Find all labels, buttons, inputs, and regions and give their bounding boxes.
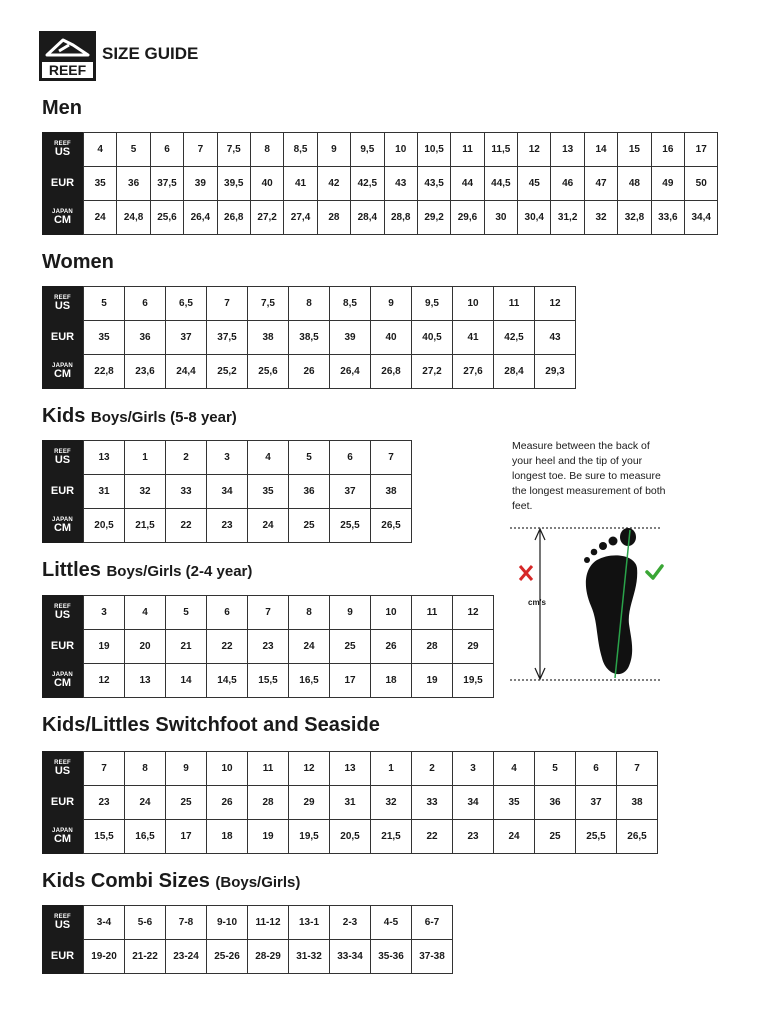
size-cell: 10	[207, 752, 248, 786]
size-cell: 39	[330, 321, 371, 355]
size-cell: 12	[84, 664, 125, 698]
size-cell: 25,5	[576, 820, 617, 854]
size-cell: 25,6	[248, 355, 289, 389]
size-cell: 17	[166, 820, 207, 854]
size-cell: 46	[551, 167, 584, 201]
size-cell: 1	[125, 441, 166, 475]
size-cell: 8,5	[284, 133, 317, 167]
size-cell: 34	[453, 786, 494, 820]
size-cell: 26,8	[218, 201, 251, 235]
size-grid	[83, 751, 658, 854]
size-cell: 19-20	[84, 940, 125, 974]
row-label	[42, 474, 83, 508]
size-cell: 33	[412, 786, 453, 820]
section-subtitle-combi: (Boys/Girls)	[215, 874, 301, 891]
size-cell: 42,5	[494, 321, 535, 355]
size-cell: 26	[371, 630, 412, 664]
size-cell: 34,4	[685, 201, 718, 235]
size-cell: 15	[618, 133, 651, 167]
footprint-icon	[584, 528, 637, 674]
size-cell: 7,5	[218, 133, 251, 167]
size-cell: 29,2	[418, 201, 451, 235]
size-cell: 18	[371, 664, 412, 698]
size-cell: 35	[84, 321, 125, 355]
size-cell: 6	[151, 133, 184, 167]
size-cell: 11	[494, 287, 535, 321]
size-cell: 28	[318, 201, 351, 235]
size-cell: 8	[125, 752, 166, 786]
size-cell: 49	[652, 167, 685, 201]
size-cell: 13-1	[289, 906, 330, 940]
size-cell: 24,4	[166, 355, 207, 389]
row-label-column	[42, 905, 83, 974]
size-cell: 37,5	[151, 167, 184, 201]
size-cell: 32	[371, 786, 412, 820]
size-cell: 19	[248, 820, 289, 854]
size-cell: 34	[207, 475, 248, 509]
size-cell: 23-24	[166, 940, 207, 974]
size-cell: 9	[330, 596, 371, 630]
row-label-prefix: JAPAN	[52, 362, 73, 369]
row-label	[42, 629, 83, 663]
row-label-text: CM	[53, 676, 72, 689]
size-cell: 37	[166, 321, 207, 355]
size-cell: 27,2	[412, 355, 453, 389]
size-cell: 35-36	[371, 940, 412, 974]
size-cell: 28,4	[494, 355, 535, 389]
size-cell: 19,5	[289, 820, 330, 854]
size-cell: 29,3	[535, 355, 576, 389]
size-cell: 7	[84, 752, 125, 786]
size-cell: 44	[451, 167, 484, 201]
size-cell: 12	[518, 133, 551, 167]
section-title-switchfoot: Kids/Littles Switchfoot and Seaside	[42, 714, 380, 736]
size-cell: 7	[371, 441, 412, 475]
size-cell: 38	[617, 786, 658, 820]
size-cell: 26,5	[371, 509, 412, 543]
row-label-text: US	[54, 145, 71, 158]
size-cell: 24	[494, 820, 535, 854]
size-cell: 14,5	[207, 664, 248, 698]
men-size-table	[42, 132, 718, 235]
size-cell: 10	[385, 133, 418, 167]
switchfoot-size-table	[42, 751, 658, 854]
size-cell: 9,5	[351, 133, 384, 167]
row-label	[42, 595, 83, 629]
row-label	[42, 440, 83, 474]
size-cell: 38	[248, 321, 289, 355]
size-cell: 30,4	[518, 201, 551, 235]
size-cell: 45	[518, 167, 551, 201]
size-cell: 42	[318, 167, 351, 201]
size-cell: 9	[371, 287, 412, 321]
size-cell: 1	[371, 752, 412, 786]
cross-icon	[520, 566, 532, 580]
size-cell: 4	[125, 596, 166, 630]
size-cell: 26,4	[330, 355, 371, 389]
size-cell: 24	[289, 630, 330, 664]
size-cell: 25,6	[151, 201, 184, 235]
size-cell: 2	[412, 752, 453, 786]
size-cell: 22	[412, 820, 453, 854]
size-cell: 50	[685, 167, 718, 201]
size-cell: 21,5	[125, 509, 166, 543]
size-cell: 5	[535, 752, 576, 786]
size-cell: 16,5	[289, 664, 330, 698]
size-cell: 43	[385, 167, 418, 201]
section-subtitle-littles: Boys/Girls (2-4 year)	[106, 563, 253, 580]
size-cell: 33	[166, 475, 207, 509]
row-label-text: CM	[53, 521, 72, 534]
women-size-table	[42, 286, 576, 389]
size-cell: 10,5	[418, 133, 451, 167]
size-cell: 13	[125, 664, 166, 698]
section-title-combi: Kids Combi Sizes (Boys/Girls)	[42, 870, 301, 892]
size-cell: 25,5	[330, 509, 371, 543]
row-label-prefix: REEF	[54, 140, 71, 147]
size-cell: 41	[284, 167, 317, 201]
row-label-prefix: JAPAN	[52, 671, 73, 678]
row-label-text: EUR	[50, 639, 75, 652]
size-cell: 11	[451, 133, 484, 167]
size-cell: 37-38	[412, 940, 453, 974]
size-cell: 24	[84, 201, 117, 235]
size-cell: 36	[289, 475, 330, 509]
size-cell: 6	[207, 596, 248, 630]
size-cell: 5-6	[125, 906, 166, 940]
size-cell: 27,2	[251, 201, 284, 235]
row-label-column	[42, 595, 83, 698]
size-cell: 22	[166, 509, 207, 543]
size-cell: 3	[207, 441, 248, 475]
size-cell: 29	[289, 786, 330, 820]
size-cell: 5	[166, 596, 207, 630]
row-label-prefix: REEF	[54, 294, 71, 301]
size-cell: 40	[371, 321, 412, 355]
size-grid	[83, 595, 494, 698]
size-cell: 28-29	[248, 940, 289, 974]
size-cell: 8	[289, 287, 330, 321]
size-cell: 35	[248, 475, 289, 509]
unit-label: cm's	[528, 598, 546, 607]
row-label-text: CM	[53, 367, 72, 380]
size-cell: 19	[412, 664, 453, 698]
row-label-text: EUR	[50, 949, 75, 962]
size-cell: 23	[84, 786, 125, 820]
size-cell: 25	[535, 820, 576, 854]
size-cell: 32,8	[618, 201, 651, 235]
row-label-column	[42, 751, 83, 854]
size-cell: 12	[535, 287, 576, 321]
row-label-text: EUR	[50, 795, 75, 808]
row-label	[42, 132, 83, 166]
row-label-prefix: REEF	[54, 759, 71, 766]
size-cell: 7	[184, 133, 217, 167]
size-cell: 9,5	[412, 287, 453, 321]
size-cell: 5	[84, 287, 125, 321]
size-cell: 39	[184, 167, 217, 201]
row-label	[42, 354, 83, 388]
row-label-column	[42, 440, 83, 543]
size-cell: 31	[84, 475, 125, 509]
size-cell: 5	[117, 133, 150, 167]
size-cell: 48	[618, 167, 651, 201]
size-cell: 25	[166, 786, 207, 820]
row-label-prefix: JAPAN	[52, 208, 73, 215]
row-label-prefix: REEF	[54, 913, 71, 920]
size-cell: 3	[84, 596, 125, 630]
size-cell: 20,5	[84, 509, 125, 543]
size-cell: 39,5	[218, 167, 251, 201]
size-cell: 26,5	[617, 820, 658, 854]
size-cell: 4-5	[371, 906, 412, 940]
size-cell: 5	[289, 441, 330, 475]
size-cell: 11-12	[248, 906, 289, 940]
row-label-text: EUR	[50, 330, 75, 343]
size-cell: 36	[535, 786, 576, 820]
row-label	[42, 939, 83, 973]
size-cell: 11,5	[485, 133, 518, 167]
row-label-prefix: JAPAN	[52, 827, 73, 834]
size-cell: 29,6	[451, 201, 484, 235]
row-label-text: CM	[53, 832, 72, 845]
size-cell: 25-26	[207, 940, 248, 974]
brand-text: REEF	[48, 62, 87, 78]
size-cell: 7	[617, 752, 658, 786]
size-cell: 36	[117, 167, 150, 201]
size-cell: 6	[576, 752, 617, 786]
size-cell: 37,5	[207, 321, 248, 355]
row-label	[42, 819, 83, 853]
size-cell: 17	[330, 664, 371, 698]
size-cell: 10	[453, 287, 494, 321]
row-label-text: US	[54, 453, 71, 466]
size-cell: 24,8	[117, 201, 150, 235]
size-cell: 19,5	[453, 664, 494, 698]
size-cell: 13	[84, 441, 125, 475]
row-label	[42, 785, 83, 819]
size-cell: 22,8	[84, 355, 125, 389]
littles-size-table	[42, 595, 494, 698]
size-cell: 31-32	[289, 940, 330, 974]
row-label-text: US	[54, 299, 71, 312]
size-cell: 8	[251, 133, 284, 167]
size-cell: 7	[207, 287, 248, 321]
size-cell: 41	[453, 321, 494, 355]
reef-logo	[39, 31, 96, 81]
size-cell: 16,5	[125, 820, 166, 854]
size-cell: 25	[289, 509, 330, 543]
row-label-text: EUR	[50, 484, 75, 497]
size-cell: 37	[330, 475, 371, 509]
size-cell: 25	[330, 630, 371, 664]
size-cell: 40,5	[412, 321, 453, 355]
size-cell: 31	[330, 786, 371, 820]
size-cell: 14	[166, 664, 207, 698]
size-cell: 6	[125, 287, 166, 321]
row-label-text: CM	[53, 213, 72, 226]
size-cell: 32	[125, 475, 166, 509]
size-grid	[83, 440, 412, 543]
size-cell: 35	[84, 167, 117, 201]
row-label-prefix: REEF	[54, 603, 71, 610]
size-cell: 15,5	[84, 820, 125, 854]
size-cell: 22	[207, 630, 248, 664]
size-cell: 28	[248, 786, 289, 820]
row-label-prefix: JAPAN	[52, 516, 73, 523]
size-cell: 9	[318, 133, 351, 167]
section-title-men: Men	[42, 97, 82, 119]
page-title: SIZE GUIDE	[102, 44, 199, 63]
row-label	[42, 905, 83, 939]
size-cell: 26	[207, 786, 248, 820]
row-label-text: EUR	[50, 176, 75, 189]
size-cell: 18	[207, 820, 248, 854]
size-cell: 12	[453, 596, 494, 630]
size-cell: 20	[125, 630, 166, 664]
size-cell: 11	[248, 752, 289, 786]
row-label	[42, 663, 83, 697]
section-title-women: Women	[42, 251, 114, 273]
size-cell: 23	[453, 820, 494, 854]
row-label	[42, 751, 83, 785]
size-cell: 26,4	[184, 201, 217, 235]
size-cell: 28,4	[351, 201, 384, 235]
size-cell: 26,8	[371, 355, 412, 389]
size-cell: 9-10	[207, 906, 248, 940]
size-cell: 7	[248, 596, 289, 630]
size-cell: 33-34	[330, 940, 371, 974]
size-cell: 24	[248, 509, 289, 543]
size-cell: 43,5	[418, 167, 451, 201]
size-cell: 7-8	[166, 906, 207, 940]
size-cell: 30	[485, 201, 518, 235]
section-title-kids: Kids Boys/Girls (5-8 year)	[42, 405, 237, 427]
size-cell: 2	[166, 441, 207, 475]
size-cell: 44,5	[485, 167, 518, 201]
size-cell: 31,2	[551, 201, 584, 235]
size-cell: 47	[585, 167, 618, 201]
row-label	[42, 320, 83, 354]
size-cell: 7,5	[248, 287, 289, 321]
size-cell: 6,5	[166, 287, 207, 321]
size-cell: 8	[289, 596, 330, 630]
row-label	[42, 166, 83, 200]
size-cell: 8,5	[330, 287, 371, 321]
size-cell: 28	[412, 630, 453, 664]
size-cell: 23	[207, 509, 248, 543]
size-cell: 3-4	[84, 906, 125, 940]
size-cell: 38,5	[289, 321, 330, 355]
size-cell: 35	[494, 786, 535, 820]
size-cell: 40	[251, 167, 284, 201]
size-cell: 21,5	[371, 820, 412, 854]
row-label	[42, 508, 83, 542]
size-cell: 26	[289, 355, 330, 389]
kids-size-table	[42, 440, 412, 543]
row-label-prefix: REEF	[54, 448, 71, 455]
size-cell: 10	[371, 596, 412, 630]
size-cell: 6	[330, 441, 371, 475]
size-cell: 17	[685, 133, 718, 167]
size-cell: 12	[289, 752, 330, 786]
size-cell: 24	[125, 786, 166, 820]
size-cell: 27,4	[284, 201, 317, 235]
size-cell: 14	[585, 133, 618, 167]
size-cell: 13	[330, 752, 371, 786]
row-label-text: US	[54, 764, 71, 777]
size-cell: 21	[166, 630, 207, 664]
size-cell: 37	[576, 786, 617, 820]
size-cell: 28,8	[385, 201, 418, 235]
size-cell: 11	[412, 596, 453, 630]
size-cell: 15,5	[248, 664, 289, 698]
size-cell: 4	[494, 752, 535, 786]
section-title-littles: Littles Boys/Girls (2-4 year)	[42, 559, 253, 581]
combi-size-table	[42, 905, 453, 974]
size-cell: 16	[652, 133, 685, 167]
size-cell: 23,6	[125, 355, 166, 389]
size-cell: 19	[84, 630, 125, 664]
size-cell: 6-7	[412, 906, 453, 940]
size-grid	[83, 905, 453, 974]
size-cell: 13	[551, 133, 584, 167]
size-cell: 20,5	[330, 820, 371, 854]
check-icon	[647, 566, 662, 578]
size-cell: 32	[585, 201, 618, 235]
row-label	[42, 200, 83, 234]
size-cell: 4	[248, 441, 289, 475]
measure-instructions: Measure between the back of your heel and the tip of your longest toe. Be sure to measure the longest measurement of both feet.	[512, 440, 666, 512]
size-cell: 36	[125, 321, 166, 355]
size-grid	[83, 286, 576, 389]
row-label-text: US	[54, 608, 71, 621]
size-cell: 33,6	[652, 201, 685, 235]
size-cell: 4	[84, 133, 117, 167]
row-label-column	[42, 286, 83, 389]
size-cell: 38	[371, 475, 412, 509]
size-cell: 42,5	[351, 167, 384, 201]
size-grid	[83, 132, 718, 235]
row-label-column	[42, 132, 83, 235]
size-cell: 2-3	[330, 906, 371, 940]
row-label-text: US	[54, 918, 71, 931]
size-cell: 29	[453, 630, 494, 664]
size-cell: 3	[453, 752, 494, 786]
size-cell: 9	[166, 752, 207, 786]
row-label	[42, 286, 83, 320]
section-subtitle-kids: Boys/Girls (5-8 year)	[90, 409, 237, 426]
size-cell: 23	[248, 630, 289, 664]
size-cell: 25,2	[207, 355, 248, 389]
size-cell: 21-22	[125, 940, 166, 974]
size-cell: 43	[535, 321, 576, 355]
size-cell: 27,6	[453, 355, 494, 389]
